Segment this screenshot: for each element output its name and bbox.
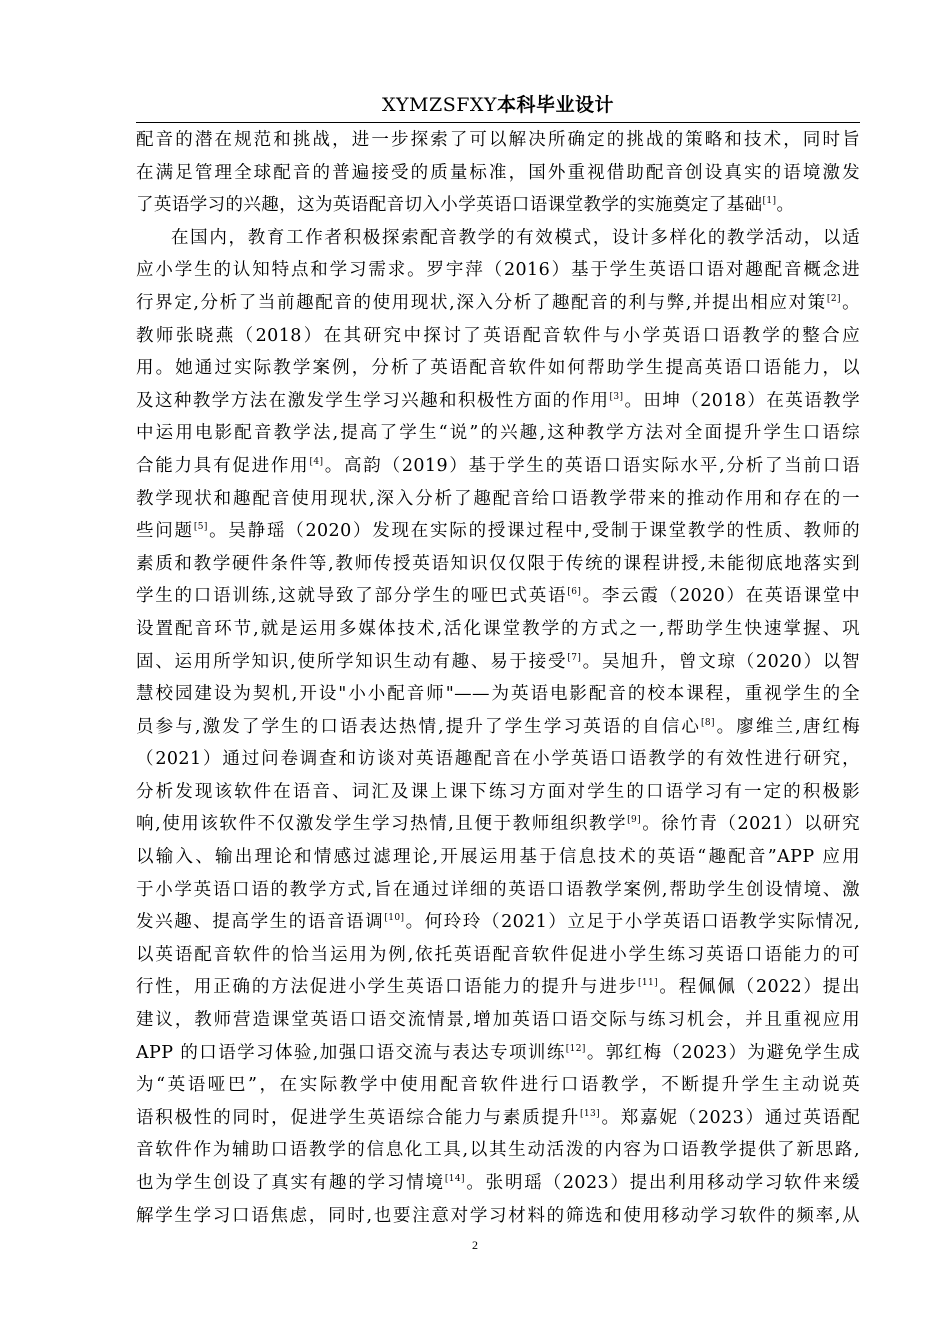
header-rule [136,122,860,123]
text-line [136,906,860,939]
text-line [136,1134,860,1167]
text-run: 。何玲玲（2021）立足于小学英语口语教学实际情况, [404,912,860,933]
text-run: 。张明瑶（2023）提出利用移动学习软件来缓 [464,1173,860,1193]
text-run: 设置配音环节,就是运用多媒体技术,活化课堂教学的方式之一,帮助学生快速掌握、巩 [136,618,860,639]
citation-4: [4] [309,456,324,467]
citation-3: [3] [609,391,624,402]
text-run: 。 [840,292,860,313]
citation-12: [12] [565,1043,586,1054]
text-line [136,939,860,972]
text-run: 合能力具有促进作用 [136,455,310,476]
text-line [136,548,860,581]
text-run: 。徐竹青（2021）以研究 [641,814,860,835]
text-line [136,483,860,516]
text-run: 些问题 [136,521,194,542]
citation-6: [6] [567,587,582,598]
citation-8: [8] [700,717,715,728]
text-line [136,678,860,711]
text-run: 员参与,激发了学生的口语表达热情,提升了学生学习英语的自信心 [136,716,701,737]
text-line [136,189,860,222]
text-line [136,971,860,1004]
text-run: 。吴静瑶（2020）发现在实际的授课过程中,受制于课堂教学的性质、教师的 [207,521,860,542]
text-run: 学生的口语训练,这就导致了部分学生的哑巴式英语 [136,586,568,607]
text-line [136,1037,860,1070]
text-run: 于小学英语口语的教学方式,旨在通过详细的英语口语教学案例,帮助学生创设情境、激 [136,879,860,900]
header-code: XYMZSFXY [381,94,497,116]
text-line [136,385,860,418]
text-line [136,1102,860,1135]
text-run: 慧校园建设为契机,开设"小小配音师"——为英语电影配音的校本课程，重视学生的全 [136,684,860,705]
page-header [136,92,860,118]
text-run: 及这种教学方法在激发学生学习兴趣和积极性方面的作用 [136,390,610,411]
text-line [136,417,860,450]
text-run: 。李云霞（2020）在英语课堂中 [581,586,861,607]
text-run: 配音的潜在规范和挑战，进一步探索了可以解决所确定的挑战的策略和技术，同时旨 [136,130,860,150]
text-run: 。吴旭升，曾文琼（2020）以智 [581,651,861,672]
text-run: 为“英语哑巴”，在实际教学中使用配音软件进行口语教学，不断提升学生主动说英 [136,1075,860,1096]
text-run: 行界定,分析了当前趣配音的使用现状,深入分析了趣配音的利与弊,并提出相应对策 [136,292,827,313]
text-run: 建议，教师营造课堂英语口语交流情景,增加英语口语交际与练习机会，并且重视应用 [136,1010,860,1031]
text-line [136,580,860,613]
text-run: 。廖维兰,唐红梅 [714,716,861,737]
text-run: 。高韵（2019）基于学生的英语口语实际水平,分析了当前口语 [323,455,860,476]
text-line [136,1069,860,1102]
text-run: 。田坤（2018）在英语教学 [623,390,861,411]
text-line [136,515,860,548]
text-run: 也为学生创设了真实有趣的学习情境 [136,1173,445,1193]
text-run: 素质和教学硬件条件等,教师传授英语知识仅仅限于传统的课程讲授,未能彻底地落实到 [136,553,860,574]
text-run: 。郭红梅（2023）为避免学生成 [585,1042,860,1063]
text-run: 教学现状和趣配音使用现状,深入分析了趣配音给口语教学带来的推动作用和存在的一 [136,488,860,509]
text-run: 。程佩佩（2022）提出 [658,977,860,998]
citation-2: [2] [826,293,841,304]
text-line [136,1200,860,1233]
text-line [136,711,860,744]
text-run: 。郑嘉妮（2023）通过英语配 [600,1107,860,1128]
text-run: 中运用电影配音教学法,提高了学生“说”的兴趣,这种教学方法对全面提升学生口语综 [136,423,860,444]
text-line [136,320,860,353]
text-line [136,841,860,874]
text-line [136,874,860,907]
text-run: 在满足管理全球配音的普遍接受的质量标准，国外重视借助配音创设真实的语境激发 [136,162,860,183]
text-line [136,1167,860,1200]
text-run: 分析发现该软件在语音、词汇及课上课下练习方面对学生的口语学习有一定的积极影 [136,781,860,802]
citation-10: [10] [384,913,405,924]
text-run: 教师张晓燕（2018）在其研究中探讨了英语配音软件与小学英语口语教学的整合应 [136,325,860,346]
text-line [136,646,860,679]
text-line [136,287,860,320]
text-run: （2021）通过问卷调查和访谈对英语趣配音在小学英语口语教学的有效性进行研究， [136,749,860,770]
text-line [136,808,860,841]
citation-9: [9] [627,815,642,826]
citation-5: [5] [193,522,208,533]
text-line [136,776,860,809]
text-run: 发兴趣、提高学生的语音语调 [136,912,385,933]
citation-14: [14] [444,1174,465,1184]
text-run: 了英语学习的兴趣，这为英语配音切入小学英语口语课堂教学的实施奠定了基础 [136,195,763,216]
text-line [136,1004,860,1037]
text-run: 应小学生的认知特点和学习需求。罗宇萍（2016）基于学生英语口语对趣配音概念进 [136,260,860,281]
citation-1: [1] [762,196,777,207]
text-run: APP 的口语学习体验,加强口语交流与表达专项训练 [136,1042,566,1063]
text-line [136,157,860,190]
text-run: 以英语配音软件的恰当运用为例,依托英语配音软件促进小学生练习英语口语能力的可 [136,944,860,965]
text-line [136,743,860,776]
text-run: 音软件作为辅助口语教学的信息化工具,以其生动活泼的内容为口语教学提供了新思路, [136,1140,860,1161]
citation-7: [7] [567,652,582,663]
text-run: 固、运用所学知识,使所学知识生动有趣、易于接受 [136,651,568,672]
citation-13: [13] [580,1108,601,1119]
text-run: 行性，用正确的方法促进小学生英语口语能力的提升与进步 [136,977,638,998]
text-line [136,450,860,483]
text-line [136,222,860,255]
text-run: 解学生学习口语焦虑，同时,也要注意对学习材料的筛选和使用移动学习软件的频率,从 [136,1205,860,1226]
body-text [136,124,860,1232]
text-run: 语积极性的同时，促进学生英语综合能力与素质提升 [136,1107,581,1128]
citation-11: [11] [637,978,659,989]
text-run: 用。她通过实际教学案例，分析了英语配音软件如何帮助学生提高英语口语能力，以 [136,358,860,379]
text-line [136,613,860,646]
text-line [136,254,860,287]
page-number: 2 [472,1238,478,1252]
text-line [136,352,860,385]
header-title: 本科毕业设计 [496,94,614,116]
text-run: 。 [776,195,795,216]
text-line [136,124,860,157]
text-run: 以输入、输出理论和情感过滤理论,开展运用基于信息技术的英语“趣配音”APP 应用 [136,847,860,868]
text-run: 在国内，教育工作者积极探索配音教学的有效模式，设计多样化的教学活动，以适 [171,227,860,248]
text-run: 响,使用该软件不仅激发学生学习热情,且便于教师组织教学 [136,814,628,835]
